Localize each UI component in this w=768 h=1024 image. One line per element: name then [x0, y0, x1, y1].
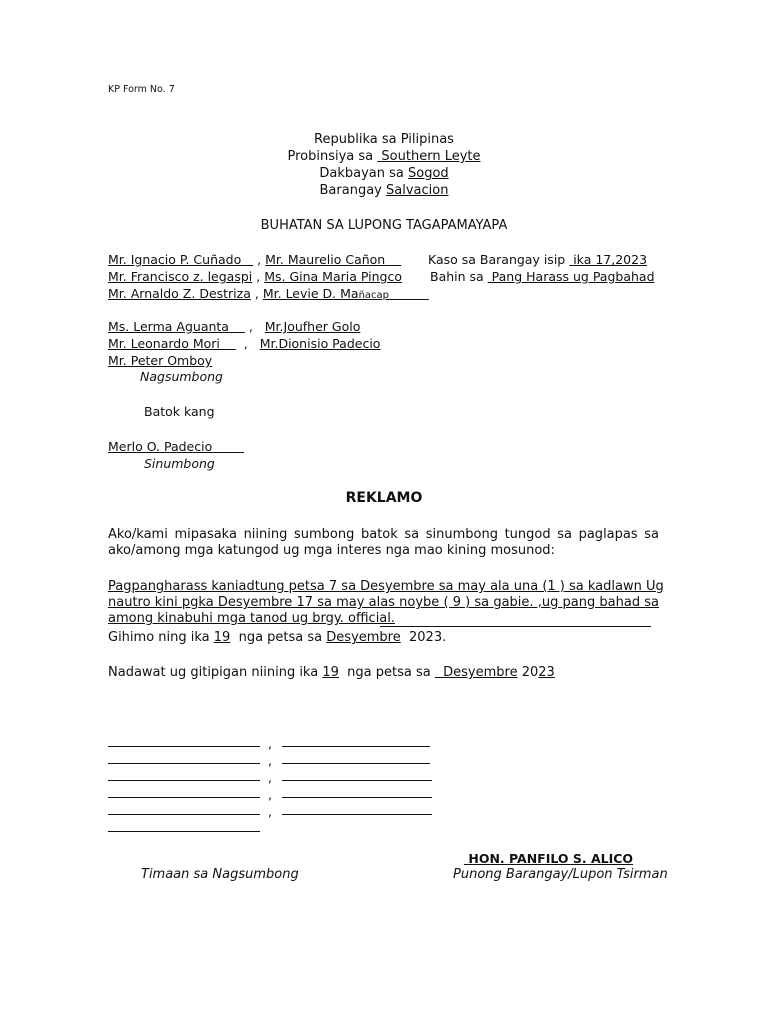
province-line	[0, 148, 768, 165]
complainant-role: Nagsumbong	[140, 369, 223, 384]
received-year-suffix: 23	[538, 665, 555, 680]
intro-line-1: Ako/kami mipasaka niining sumbong batok sa sinumbong tungod sa paglapas sa	[108, 527, 659, 542]
complaint-line-3: among kinabuhi mga tanod ug brgy. official.	[108, 611, 396, 626]
respondent-name: Merlo O. Padecio	[108, 439, 213, 454]
made-middle: nga petsa sa	[238, 630, 323, 645]
received-year-prefix: 20	[521, 665, 539, 680]
intro-paragraph	[108, 527, 659, 559]
city-line	[0, 165, 768, 182]
complaint-line-3-wrap	[108, 611, 659, 627]
complainant-row-6	[108, 353, 212, 368]
made-year: 2023.	[409, 630, 447, 645]
complainant-row-3	[108, 286, 429, 301]
signature-line	[108, 746, 260, 747]
official-position: Punong Barangay/Lupon Tsirman	[453, 867, 668, 882]
case-subject-line	[430, 269, 655, 284]
signature-comma: ,	[268, 787, 272, 802]
complainant-name: Mr. Maurelio Cañon	[265, 252, 386, 267]
signature-line	[108, 780, 260, 781]
complainant-row-4	[108, 319, 360, 334]
city-label: Dakbayan sa	[319, 166, 404, 181]
name-separator: ,	[248, 319, 253, 334]
name-separator: ,	[257, 252, 262, 267]
signature-line	[108, 831, 260, 832]
city-value: Sogod	[407, 166, 449, 181]
barangay-value: Salvacion	[386, 183, 449, 198]
form-number: KP Form No. 7	[108, 84, 175, 95]
complaint-paragraph	[108, 579, 664, 627]
province-value: Southern Leyte	[381, 149, 481, 164]
name-separator: ,	[256, 269, 261, 284]
received-month: Desyembre	[443, 665, 518, 680]
complainant-row-1	[108, 252, 401, 267]
complainant-row-5	[108, 336, 380, 351]
made-month: Desyembre	[326, 630, 401, 645]
intro-line-2: ako/among mga katungod ug mga interes nga mao kining mosunod:	[108, 543, 555, 558]
respondent-name-line	[108, 439, 244, 454]
case-label: Kaso sa Barangay isip	[428, 252, 566, 267]
made-day: 19	[213, 630, 231, 645]
received-date-line	[108, 665, 555, 680]
subject-value: Pang Harass ug Pagbahad	[491, 269, 655, 284]
received-middle: nga petsa sa	[347, 665, 431, 680]
received-day: 19	[322, 665, 339, 680]
signature-line	[282, 763, 430, 764]
complainant-signature-label: Timaan sa Nagsumbong	[141, 867, 299, 882]
made-prefix: Gihimo ning ika	[108, 630, 210, 645]
province-label: Probinsiya sa	[287, 149, 374, 164]
name-separator: ,	[243, 336, 248, 351]
case-number-line	[428, 252, 647, 267]
signature-line	[282, 797, 432, 798]
complainant-row-2	[108, 269, 402, 284]
complainant-name: Mr. Leonardo Mori	[108, 336, 220, 351]
complaint-line-1: Pagpangharass kaniadtung petsa 7 sa Desyembre sa may ala una (1 ) sa kadlawn Ug	[108, 579, 664, 594]
signature-line	[282, 746, 430, 747]
complainant-name: Ms. Lerma Aguanta	[108, 319, 229, 334]
made-date-line	[108, 630, 446, 645]
barangay-label: Barangay	[319, 183, 382, 198]
complainant-name: Mr.Dionisio Padecio	[259, 336, 381, 351]
subject-label: Bahin sa	[430, 269, 484, 284]
complainant-name: Mr. Francisco z. legaspi	[108, 269, 253, 284]
complainant-name: Mr.Joufher Golo	[264, 319, 361, 334]
complaint-fill-line	[380, 626, 651, 627]
signature-line	[282, 780, 432, 781]
office-title: BUHATAN SA LUPONG TAGAPAMAYAPA	[260, 218, 508, 233]
signature-line	[282, 814, 432, 815]
official-name: HON. PANFILO S. ALICO	[468, 851, 634, 866]
barangay-line	[0, 182, 768, 199]
signature-line	[108, 763, 260, 764]
complainant-name: Mr. Levie D. Mañacap	[262, 286, 390, 301]
against-label: Batok kang	[144, 404, 215, 419]
signature-line	[108, 797, 260, 798]
complainant-name: Mr. Ignacio P. Cuñado	[108, 252, 242, 267]
signature-comma: ,	[268, 804, 272, 819]
case-value: ika 17,2023	[573, 252, 648, 267]
complainant-name: Ms. Gina Maria Pingco	[264, 269, 402, 284]
signature-comma: ,	[268, 753, 272, 768]
document-title: REKLAMO	[345, 490, 423, 506]
complainant-name: Mr. Arnaldo Z. Destriza	[108, 286, 251, 301]
signature-comma: ,	[268, 770, 272, 785]
name-separator: ,	[254, 286, 259, 301]
signature-line	[108, 814, 260, 815]
received-prefix: Nadawat ug gitipigan niining ika	[108, 665, 319, 680]
signature-comma: ,	[268, 736, 272, 751]
republic-line: Republika sa Pilipinas	[314, 132, 454, 147]
complainant-name: Mr. Peter Omboy	[108, 353, 213, 368]
complaint-line-2: nautro kini pgka Desyembre 17 sa may alas noybe ( 9 ) sa gabie. ,ug pang bahad sa	[108, 595, 659, 610]
respondent-role: Sinumbong	[144, 456, 215, 471]
